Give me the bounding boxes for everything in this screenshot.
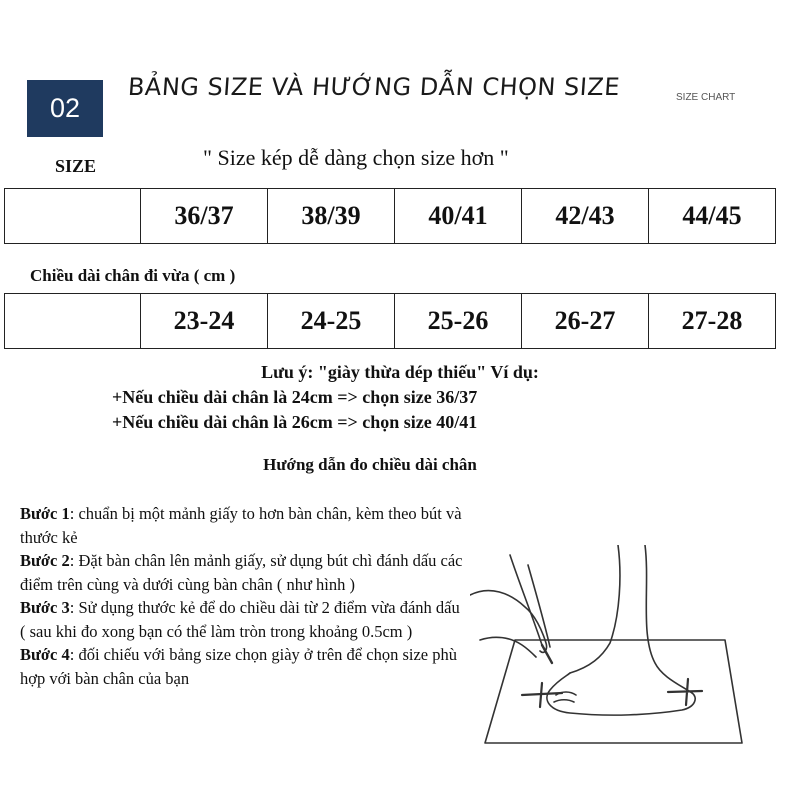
length-cell: 26-27 bbox=[522, 294, 649, 349]
table-row bbox=[5, 189, 776, 244]
foot-measuring-illustration bbox=[470, 545, 770, 750]
length-cell: 23-24 bbox=[141, 294, 268, 349]
step-text: : Sử dụng thước kẻ để do chiều dài từ 2 điểm vừa đánh dấu ( sau khi đo xong bạn có thể làm tròn trong khoảng 0.5cm ) bbox=[20, 598, 460, 641]
step-4 bbox=[20, 643, 465, 690]
note-example-1: +Nếu chiều dài chân là 24cm => chọn size 36/37 bbox=[112, 387, 478, 407]
step-label: Bước 3 bbox=[20, 598, 70, 617]
subtitle: " Size kép dễ dàng chọn size hơn " bbox=[203, 145, 509, 170]
length-cell: 25-26 bbox=[395, 294, 522, 349]
length-table bbox=[4, 293, 776, 349]
measurement-steps bbox=[20, 502, 465, 690]
leg-outline bbox=[645, 545, 692, 693]
table-row bbox=[5, 294, 776, 349]
step-label: Bước 4 bbox=[20, 645, 70, 664]
foot-length-label: Chiều dài chân đi vừa ( cm ) bbox=[30, 266, 236, 285]
table-cell-empty bbox=[5, 294, 141, 349]
size-cell: 36/37 bbox=[141, 189, 268, 244]
hand-outline bbox=[470, 591, 547, 653]
guide-title: Hướng dẫn đo chiều dài chân bbox=[263, 455, 477, 474]
step-text: : Đặt bàn chân lên mảnh giấy, sử dụng bút chì đánh dấu các điểm trên cùng và dưới cùng bàn chân ( như hình ) bbox=[20, 551, 463, 594]
step-text: : chuẩn bị một mảnh giấy to hơn bàn chân, kèm theo bút và thước kẻ bbox=[20, 504, 462, 547]
step-text: : đối chiếu với bảng size chọn giày ở trên để chọn size phù hợp với bàn chân của bạn bbox=[20, 645, 457, 688]
step-label: Bước 1 bbox=[20, 504, 70, 523]
size-cell: 38/39 bbox=[268, 189, 395, 244]
size-cell: 40/41 bbox=[395, 189, 522, 244]
paper-sheet bbox=[485, 640, 742, 743]
foot-outline bbox=[547, 673, 695, 715]
section-number-badge: 02 bbox=[27, 80, 103, 137]
length-cell: 27-28 bbox=[649, 294, 776, 349]
page-title: BẢNG SIZE VÀ HƯỚNG DẪN CHỌN SIZE bbox=[127, 73, 621, 101]
size-table bbox=[4, 188, 776, 244]
length-cell: 24-25 bbox=[268, 294, 395, 349]
size-chart-tag: SIZE CHART bbox=[676, 92, 736, 103]
table-cell-empty bbox=[5, 189, 141, 244]
size-cell: 44/45 bbox=[649, 189, 776, 244]
note-example-2: +Nếu chiều dài chân là 26cm => chọn size 40/41 bbox=[112, 412, 478, 432]
size-label: SIZE bbox=[55, 156, 97, 176]
step-3 bbox=[20, 596, 465, 643]
size-cell: 42/43 bbox=[522, 189, 649, 244]
heel-mark bbox=[668, 679, 702, 705]
step-1 bbox=[20, 502, 465, 549]
step-2 bbox=[20, 549, 465, 596]
step-label: Bước 2 bbox=[20, 551, 70, 570]
note-heading: Lưu ý: "giày thừa dép thiếu" Ví dụ: bbox=[261, 362, 539, 382]
